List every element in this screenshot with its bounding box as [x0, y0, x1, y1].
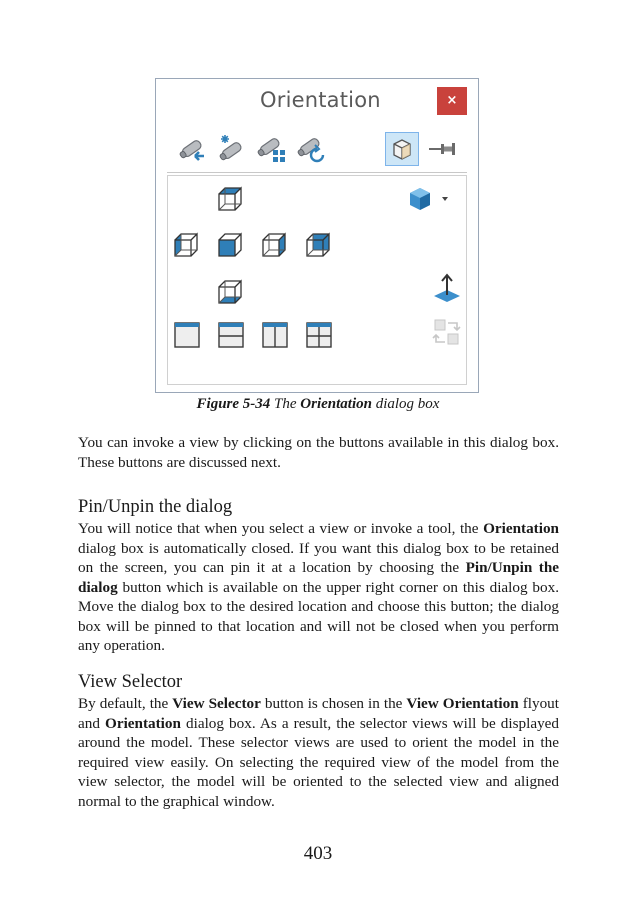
- two-view-vertical-button[interactable]: [260, 320, 290, 350]
- dialog-title: Orientation: [260, 88, 381, 112]
- single-view-icon: [172, 320, 202, 350]
- zoom-to-fit-views-button[interactable]: [255, 132, 289, 166]
- zoom-to-fit-views-icon: [255, 132, 289, 166]
- previous-view-icon: [175, 132, 209, 166]
- section-heading-pin: Pin/Unpin the dialog: [78, 497, 233, 517]
- caption-bold: Orientation: [300, 396, 372, 412]
- view-selector-paragraph: By default, the View Selector button is chosen in the View Orientation flyout and Orientation dialog box. As a result, the selector views will be displayed around the model. These selector views are used to orient the model in the required view easily. On selecting the required view of the model from the view selector, the model will be oriented to the selected view and aligned normal to the graphical window.: [78, 695, 559, 810]
- bottom-view-button[interactable]: [216, 277, 246, 307]
- pin-icon: [425, 132, 459, 166]
- link-views-icon: [432, 316, 462, 350]
- pin-paragraph: You will notice that when you select a view or invoke a tool, the Orientation dialog box is automatically closed. If you want this dialog box to be retained on the screen, you can pin it at a location by choosing the Pin/Unpin the dialog button which is available on the upper right corner on this dialog box. Move the dialog box to the desired location and choose this button; the dialog box will be pinned to that location and will not be closed when you perform any operation.: [78, 520, 560, 654]
- caption-text: The: [270, 396, 301, 412]
- orientation-dialog: [155, 78, 479, 393]
- back-view-icon: [304, 230, 334, 260]
- page-number: 403: [303, 843, 333, 864]
- top-view-button[interactable]: [216, 184, 246, 214]
- normal-to-button[interactable]: [432, 270, 462, 304]
- chevron-down-icon: [442, 197, 448, 201]
- isometric-view-icon: [406, 184, 460, 214]
- view-selector-button[interactable]: [385, 132, 419, 166]
- single-view-button[interactable]: [172, 320, 202, 350]
- left-view-button[interactable]: [172, 230, 202, 260]
- bottom-view-icon: [216, 277, 246, 307]
- right-view-icon: [260, 230, 290, 260]
- dialog-toolbar: [167, 126, 467, 173]
- normal-to-icon: [432, 270, 462, 304]
- section-heading-view-selector: View Selector: [78, 672, 183, 692]
- previous-view-button[interactable]: [175, 132, 209, 166]
- four-view-button[interactable]: [304, 320, 334, 350]
- two-view-vertical-icon: [260, 320, 290, 350]
- figure-number: Figure 5-34: [196, 396, 271, 412]
- two-view-horizontal-icon: [216, 320, 246, 350]
- reset-views-icon: [295, 132, 329, 166]
- front-view-button[interactable]: [216, 230, 246, 260]
- view-selector-icon: [386, 133, 418, 165]
- back-view-button[interactable]: [304, 230, 334, 260]
- link-views-button[interactable]: [432, 316, 462, 350]
- intro-paragraph: You can invoke a view by clicking on the buttons available in this dialog box. These buttons are discussed next.: [78, 434, 559, 471]
- new-view-icon: [215, 132, 249, 166]
- front-view-icon: [216, 230, 246, 260]
- new-view-button[interactable]: [215, 132, 249, 166]
- figure-caption: [0, 396, 636, 413]
- pin-unpin-button[interactable]: [425, 132, 459, 166]
- right-view-button[interactable]: [260, 230, 290, 260]
- caption-text-end: dialog box: [371, 396, 440, 412]
- isometric-view-dropdown[interactable]: [406, 184, 460, 214]
- view-buttons-panel: [167, 175, 467, 385]
- left-view-icon: [172, 230, 202, 260]
- close-button[interactable]: ×: [437, 87, 467, 115]
- four-view-icon: [304, 320, 334, 350]
- top-view-icon: [216, 184, 246, 214]
- two-view-horizontal-button[interactable]: [216, 320, 246, 350]
- reset-views-button[interactable]: [295, 132, 329, 166]
